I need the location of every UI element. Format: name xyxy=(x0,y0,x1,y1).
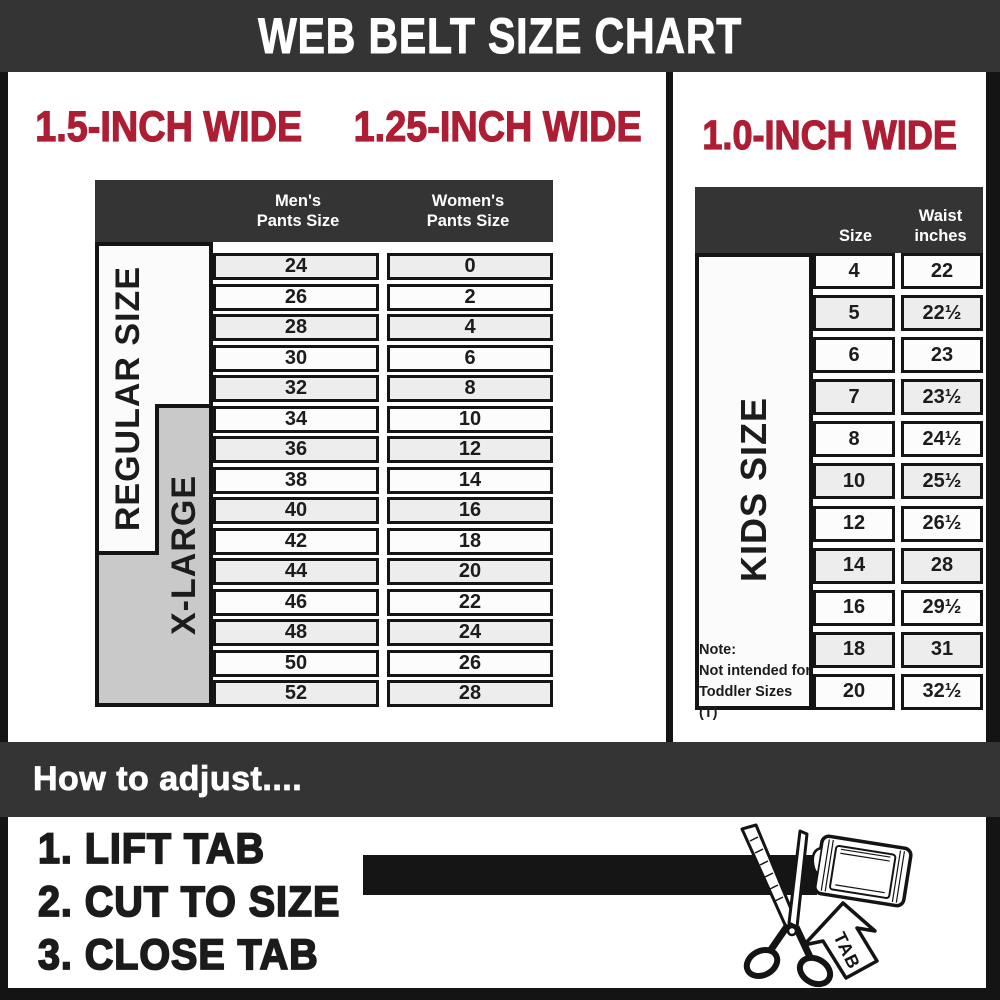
table-row xyxy=(213,558,553,585)
table-row xyxy=(213,406,553,433)
right-header-spacer xyxy=(695,187,813,253)
waist-cell: 24½ xyxy=(901,421,983,457)
kids-size-cell: 16 xyxy=(813,590,895,626)
table-row xyxy=(813,253,983,289)
mens-size-cell: 36 xyxy=(213,436,379,463)
waist-cell: 28 xyxy=(901,548,983,584)
womens-size-cell: 24 xyxy=(387,619,553,646)
how-to-adjust-heading: How to adjust.... xyxy=(33,760,303,798)
table-row xyxy=(813,463,983,499)
regular-size-label: REGULAR SIZE xyxy=(108,266,147,532)
table-row xyxy=(213,497,553,524)
womens-size-cell: 22 xyxy=(387,589,553,616)
mens-size-cell: 32 xyxy=(213,375,379,402)
womens-size-cell: 20 xyxy=(387,558,553,585)
table-row xyxy=(213,314,553,341)
mens-size-cell: 46 xyxy=(213,589,379,616)
table-row xyxy=(213,589,553,616)
table-row xyxy=(213,345,553,372)
kids-size-cell: 20 xyxy=(813,674,895,710)
kids-size-cell: 12 xyxy=(813,506,895,542)
womens-size-cell: 8 xyxy=(387,375,553,402)
womens-size-cell: 28 xyxy=(387,680,553,707)
size-header: Size xyxy=(838,227,873,245)
womens-size-cell: 18 xyxy=(387,528,553,555)
table-row xyxy=(213,650,553,677)
kids-size-cell: 14 xyxy=(813,548,895,584)
womens-size-cell: 26 xyxy=(387,650,553,677)
table-row xyxy=(813,295,983,331)
kids-size-table xyxy=(813,253,983,710)
mens-size-cell: 50 xyxy=(213,650,379,677)
table-row xyxy=(813,506,983,542)
title-banner xyxy=(0,0,1000,72)
frame-left-border xyxy=(0,72,8,1000)
table-row xyxy=(213,436,553,463)
width-heading-1-0-inch: 1.0-INCH WIDE xyxy=(702,111,957,158)
belt-adjust-illustration xyxy=(700,815,1000,990)
mens-size-cell: 30 xyxy=(213,345,379,372)
kids-size-cell: 18 xyxy=(813,632,895,668)
page-title: WEB BELT SIZE CHART xyxy=(257,8,743,64)
waist-cell: 23½ xyxy=(901,379,983,415)
waist-cell: 23 xyxy=(901,337,983,373)
table-row xyxy=(213,375,553,402)
kids-size-cell: 7 xyxy=(813,379,895,415)
xlarge-label: X-LARGE xyxy=(164,475,203,635)
womens-size-cell: 16 xyxy=(387,497,553,524)
step-cut-to-size: 2. CUT TO SIZE xyxy=(38,878,341,926)
table-row xyxy=(213,284,553,311)
mens-size-cell: 40 xyxy=(213,497,379,524)
womens-size-cell: 14 xyxy=(387,467,553,494)
mens-size-cell: 44 xyxy=(213,558,379,585)
toddler-note xyxy=(699,640,811,724)
waist-cell: 22 xyxy=(901,253,983,289)
mens-size-cell: 26 xyxy=(213,284,379,311)
left-size-table xyxy=(213,253,553,707)
table-row xyxy=(813,548,983,584)
width-heading-1-25-inch: 1.25-INCH WIDE xyxy=(353,102,643,151)
kids-size-cell: 4 xyxy=(813,253,895,289)
mens-pants-size-header: Men's Pants Size xyxy=(256,192,340,230)
mens-size-cell: 38 xyxy=(213,467,379,494)
womens-size-cell: 12 xyxy=(387,436,553,463)
mens-size-cell: 42 xyxy=(213,528,379,555)
table-row xyxy=(213,528,553,555)
table-row xyxy=(213,619,553,646)
table-row xyxy=(213,253,553,280)
womens-size-cell: 0 xyxy=(387,253,553,280)
mens-size-cell: 24 xyxy=(213,253,379,280)
mens-size-cell: 48 xyxy=(213,619,379,646)
note-line: Not intended for xyxy=(699,663,811,679)
mens-size-cell: 52 xyxy=(213,680,379,707)
note-label: Note: xyxy=(699,642,737,658)
waist-cell: 32½ xyxy=(901,674,983,710)
kids-size-cell: 8 xyxy=(813,421,895,457)
adjust-steps xyxy=(38,823,638,982)
step-close-tab: 3. CLOSE TAB xyxy=(38,931,319,979)
table-row xyxy=(813,421,983,457)
width-heading-1-5-inch: 1.5-INCH WIDE xyxy=(35,102,303,151)
right-table-header xyxy=(695,187,983,253)
buckle-icon xyxy=(808,834,912,906)
left-header-spacer xyxy=(95,180,213,242)
waist-inches-header: Waist inches xyxy=(914,207,967,245)
table-row xyxy=(813,379,983,415)
womens-pants-size-header: Women's Pants Size xyxy=(426,192,510,230)
table-row xyxy=(813,590,983,626)
womens-size-cell: 10 xyxy=(387,406,553,433)
womens-size-cell: 6 xyxy=(387,345,553,372)
womens-size-cell: 4 xyxy=(387,314,553,341)
how-to-adjust-bar xyxy=(0,742,1000,817)
left-table-header xyxy=(95,180,553,242)
table-row xyxy=(813,337,983,373)
kids-size-label: KIDS SIZE xyxy=(733,397,774,583)
kids-size-cell: 10 xyxy=(813,463,895,499)
waist-cell: 29½ xyxy=(901,590,983,626)
note-line: Toddler Sizes (T) xyxy=(699,684,793,721)
step-lift-tab: 1. LIFT TAB xyxy=(38,825,265,873)
mens-size-cell: 28 xyxy=(213,314,379,341)
womens-size-cell: 2 xyxy=(387,284,553,311)
panel-divider xyxy=(666,72,673,742)
waist-cell: 31 xyxy=(901,632,983,668)
table-row xyxy=(813,674,983,710)
kids-size-cell: 6 xyxy=(813,337,895,373)
table-row xyxy=(213,467,553,494)
waist-cell: 22½ xyxy=(901,295,983,331)
mens-size-cell: 34 xyxy=(213,406,379,433)
waist-cell: 25½ xyxy=(901,463,983,499)
kids-size-cell: 5 xyxy=(813,295,895,331)
table-row xyxy=(213,680,553,707)
tab-arrow-label: TAB xyxy=(829,928,865,973)
waist-cell: 26½ xyxy=(901,506,983,542)
table-row xyxy=(813,632,983,668)
